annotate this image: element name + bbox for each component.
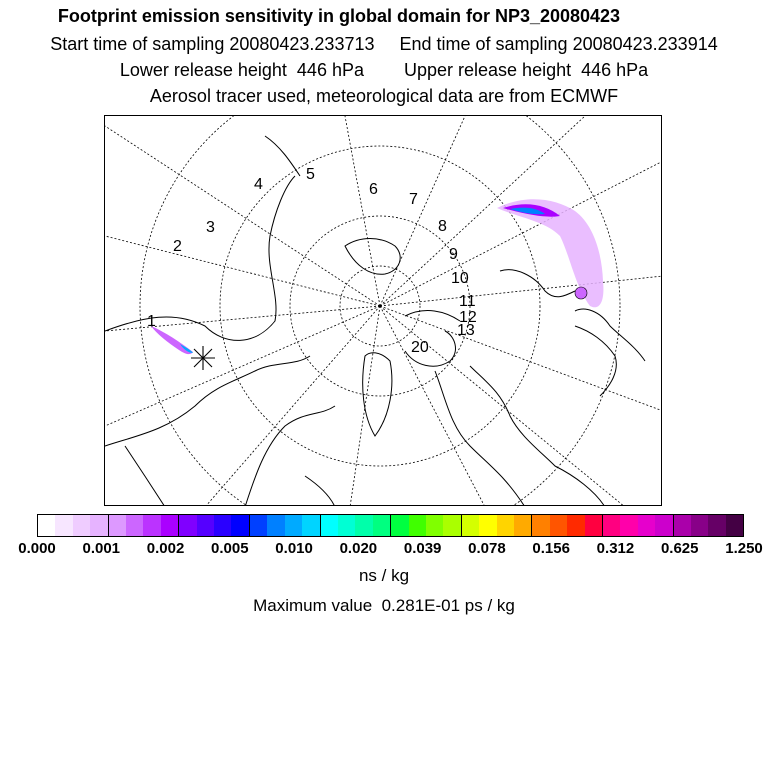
colorbar-segment bbox=[567, 515, 584, 536]
colorbar-tick-label: 0.312 bbox=[596, 540, 635, 557]
trajectory-label: 5 bbox=[306, 166, 315, 183]
trajectory-label: 9 bbox=[449, 246, 458, 263]
colorbar-segment bbox=[497, 515, 514, 536]
colorbar-segment bbox=[532, 515, 549, 536]
colorbar-segment bbox=[708, 515, 725, 536]
colorbar-segment bbox=[109, 515, 126, 536]
colorbar-segment bbox=[691, 515, 708, 536]
colorbar-segment bbox=[514, 515, 532, 536]
colorbar-segment bbox=[267, 515, 284, 536]
colorbar-segment bbox=[214, 515, 231, 536]
colorbar-segment bbox=[73, 515, 90, 536]
colorbar-segment bbox=[231, 515, 249, 536]
colorbar-segment bbox=[143, 515, 160, 536]
trajectory-label: 11 bbox=[459, 293, 476, 310]
colorbar bbox=[37, 514, 744, 537]
emission-plume-west bbox=[151, 326, 193, 354]
colorbar-tick-label: 0.010 bbox=[275, 540, 313, 557]
colorbar-segment bbox=[338, 515, 355, 536]
trajectory-label: 10 bbox=[451, 270, 469, 287]
colorbar-segment bbox=[638, 515, 655, 536]
colorbar-segment bbox=[321, 515, 338, 536]
colorbar-tick-label: 0.020 bbox=[339, 540, 378, 557]
trajectory-label: 6 bbox=[369, 181, 378, 198]
colorbar-tick-label: 0.002 bbox=[146, 540, 185, 557]
colorbar-tick-label: 0.005 bbox=[211, 540, 249, 557]
polar-map-canvas bbox=[105, 116, 662, 506]
release-location-marker bbox=[191, 346, 215, 370]
trajectory-label: 2 bbox=[173, 238, 182, 255]
colorbar-tick-label: 0.000 bbox=[18, 540, 56, 557]
trajectory-label: 1 bbox=[147, 313, 156, 330]
trajectory-label: 13 bbox=[457, 322, 475, 339]
colorbar-segment bbox=[585, 515, 603, 536]
meridian-lines bbox=[105, 116, 662, 506]
tracer-info-line: Aerosol tracer used, meteorological data are from ECMWF bbox=[149, 86, 619, 106]
colorbar-segment bbox=[674, 515, 691, 536]
colorbar-segment bbox=[250, 515, 267, 536]
trajectory-label: 12 bbox=[459, 309, 477, 326]
maximum-value-text: Maximum value 0.281E-01 ps / kg bbox=[253, 596, 515, 615]
colorbar-tick-label: 1.250 bbox=[725, 540, 763, 557]
colorbar-segment bbox=[391, 515, 408, 536]
colorbar-segment bbox=[550, 515, 567, 536]
colorbar-segment bbox=[302, 515, 320, 536]
sampling-time-line: Start time of sampling 20080423.233713 End time of sampling 20080423.233914 bbox=[50, 34, 718, 54]
trajectory-label: 20 bbox=[411, 339, 429, 356]
colorbar-segment bbox=[126, 515, 143, 536]
trajectory-label: 8 bbox=[438, 218, 447, 235]
colorbar-segment bbox=[285, 515, 302, 536]
colorbar-segment bbox=[55, 515, 72, 536]
colorbar-segment bbox=[426, 515, 443, 536]
colorbar-segment bbox=[655, 515, 673, 536]
colorbar-segment bbox=[38, 515, 55, 536]
trajectory-label: 4 bbox=[254, 176, 263, 193]
footprint-map bbox=[104, 115, 662, 506]
latitude-circles bbox=[140, 116, 620, 506]
colorbar-segment bbox=[197, 515, 214, 536]
colorbar-segment bbox=[620, 515, 637, 536]
colorbar-segment bbox=[443, 515, 461, 536]
colorbar-segment bbox=[409, 515, 426, 536]
colorbar-segment bbox=[479, 515, 496, 536]
trajectory-label: 3 bbox=[206, 219, 215, 236]
colorbar-segment bbox=[603, 515, 620, 536]
emission-plume-east bbox=[497, 199, 603, 307]
colorbar-segment bbox=[90, 515, 108, 536]
release-height-line: Lower release height 446 hPa Upper release height 446 hPa bbox=[119, 60, 649, 80]
colorbar-tick-label: 0.625 bbox=[660, 540, 699, 557]
colorbar-segment bbox=[179, 515, 196, 536]
colorbar-tick-label: 0.039 bbox=[403, 540, 442, 557]
trajectory-label: 7 bbox=[409, 191, 418, 208]
colorbar-segment bbox=[373, 515, 391, 536]
plot-title: Footprint emission sensitivity in global domain for NP3_20080423 bbox=[57, 6, 621, 26]
colorbar-segment bbox=[355, 515, 372, 536]
colorbar-segment bbox=[462, 515, 479, 536]
colorbar-segment bbox=[726, 515, 743, 536]
colorbar-tick-label: 0.078 bbox=[468, 540, 506, 557]
colorbar-segment bbox=[161, 515, 179, 536]
colorbar-tick-label: 0.156 bbox=[532, 540, 570, 557]
colorbar-units: ns / kg bbox=[358, 566, 410, 585]
colorbar-tick-label: 0.001 bbox=[82, 540, 121, 557]
